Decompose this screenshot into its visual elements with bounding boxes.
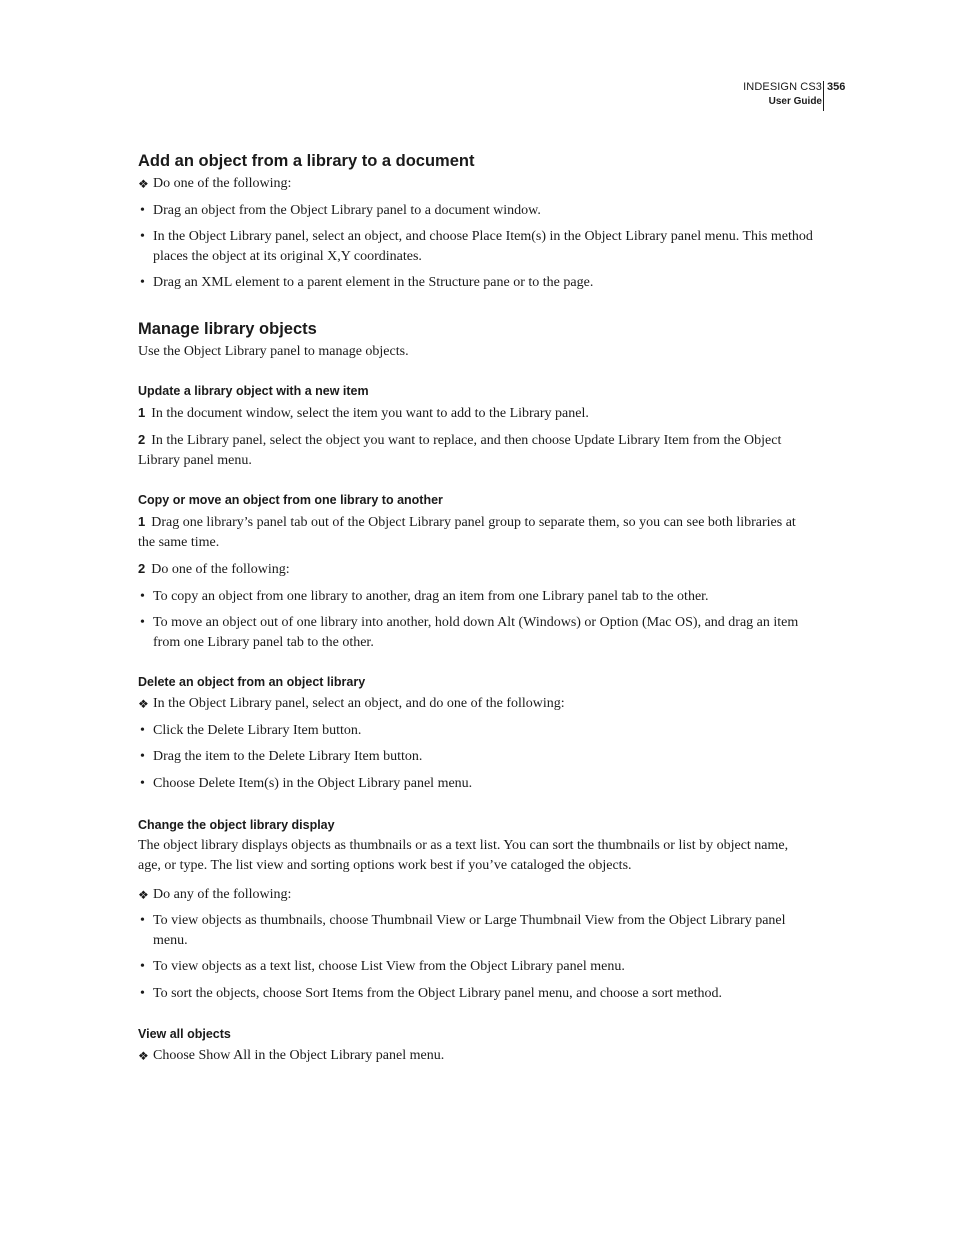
procedure-intro	[138, 1046, 814, 1066]
diamond-bullet-icon: ❖	[138, 888, 149, 902]
page-content	[138, 150, 814, 1066]
step-text: In the document window, select the item you want to add to the Library panel.	[151, 406, 589, 421]
list-item-text: Choose Delete Item(s) in the Object Library panel menu.	[153, 776, 473, 791]
bullet-icon: •	[140, 615, 145, 630]
list-item	[138, 774, 814, 794]
list-item-text: Drag the item to the Delete Library Item button.	[153, 749, 423, 764]
step-number: 2	[138, 432, 146, 447]
step-item	[138, 512, 814, 553]
heading-view-all: View all objects	[138, 1027, 231, 1041]
heading-change-display: Change the object library display	[138, 818, 335, 832]
list-item	[138, 721, 814, 741]
heading-update-object: Update a library object with a new item	[138, 384, 369, 398]
procedure-intro	[138, 174, 814, 194]
step-text: Drag one library’s panel tab out of the Object Library panel group to separate them, so you can see both libraries at the same time.	[138, 515, 796, 550]
bullet-icon: •	[140, 776, 145, 791]
header-titles	[743, 79, 822, 109]
step-item	[138, 430, 814, 471]
step-number: 1	[138, 405, 146, 420]
bullet-icon: •	[140, 959, 145, 974]
step-number: 1	[138, 514, 146, 529]
bullet-icon: •	[140, 229, 145, 244]
heading-add-object: Add an object from a library to a document	[138, 152, 475, 170]
list-item-text: To move an object out of one library into another, hold down Alt (Windows) or Option (Mac OS), and drag an item from one Library panel tab to the other.	[153, 615, 799, 650]
manage-intro: Use the Object Library panel to manage objects.	[138, 344, 409, 359]
step-item	[138, 559, 814, 580]
list-item	[138, 957, 814, 977]
heading-manage-objects: Manage library objects	[138, 320, 317, 338]
display-body: The object library displays objects as thumbnails or as a text list. You can sort the thumbnails or list by object name, age, or type. The list view and sorting options work best if you’ve cataloged the objects.	[138, 838, 789, 873]
list-item-text: Drag an object from the Object Library panel to a document window.	[153, 203, 541, 218]
procedure-intro-text: Do any of the following:	[153, 887, 292, 902]
list-item	[138, 227, 814, 267]
guide-name: User Guide	[768, 96, 822, 107]
bullet-icon: •	[140, 275, 145, 290]
procedure-intro	[138, 694, 814, 714]
procedure-intro-text: In the Object Library panel, select an object, and do one of the following:	[153, 696, 565, 711]
list-item	[138, 911, 814, 951]
step-number: 2	[138, 561, 146, 576]
list-item-text: To copy an object from one library to another, drag an item from one Library panel tab to the other.	[153, 589, 709, 604]
heading-delete-object: Delete an object from an object library	[138, 675, 366, 689]
diamond-bullet-icon: ❖	[138, 177, 149, 191]
list-item-text: In the Object Library panel, select an object, and choose Place Item(s) in the Object Library panel menu. This method places the object at its original X,Y coordinates.	[153, 229, 813, 264]
list-item-text: To view objects as a text list, choose List View from the Object Library panel menu.	[153, 959, 625, 974]
product-name: INDESIGN CS3	[743, 81, 822, 93]
page-number: 356	[827, 81, 846, 93]
diamond-bullet-icon: ❖	[138, 697, 149, 711]
list-item-text: Drag an XML element to a parent element in the Structure pane or to the page.	[153, 275, 594, 290]
step-item	[138, 403, 814, 424]
list-item	[138, 984, 814, 1004]
list-item	[138, 747, 814, 767]
list-item	[138, 587, 814, 607]
procedure-intro	[138, 885, 814, 905]
diamond-bullet-icon: ❖	[138, 1049, 149, 1063]
bullet-icon: •	[140, 723, 145, 738]
heading-copy-move: Copy or move an object from one library to another	[138, 493, 443, 507]
bullet-icon: •	[140, 589, 145, 604]
bullet-icon: •	[140, 986, 145, 1001]
list-item-text: To view objects as thumbnails, choose Thumbnail View or Large Thumbnail View from the Object Library panel menu.	[153, 913, 786, 948]
bullet-icon: •	[140, 749, 145, 764]
procedure-intro-text: Do one of the following:	[153, 176, 292, 191]
list-item	[138, 613, 814, 653]
header-divider	[823, 81, 824, 111]
step-text: Do one of the following:	[151, 562, 290, 577]
list-item-text: To sort the objects, choose Sort Items from the Object Library panel menu, and choose a sort method.	[153, 986, 722, 1001]
list-item	[138, 201, 814, 221]
bullet-icon: •	[140, 203, 145, 218]
running-header	[700, 79, 848, 111]
list-item	[138, 273, 814, 293]
list-item-text: Click the Delete Library Item button.	[153, 723, 362, 738]
procedure-intro-text: Choose Show All in the Object Library panel menu.	[153, 1048, 445, 1063]
bullet-icon: •	[140, 913, 145, 928]
step-text: In the Library panel, select the object you want to replace, and then choose Update Library Item from the Object Library panel menu.	[138, 433, 782, 468]
